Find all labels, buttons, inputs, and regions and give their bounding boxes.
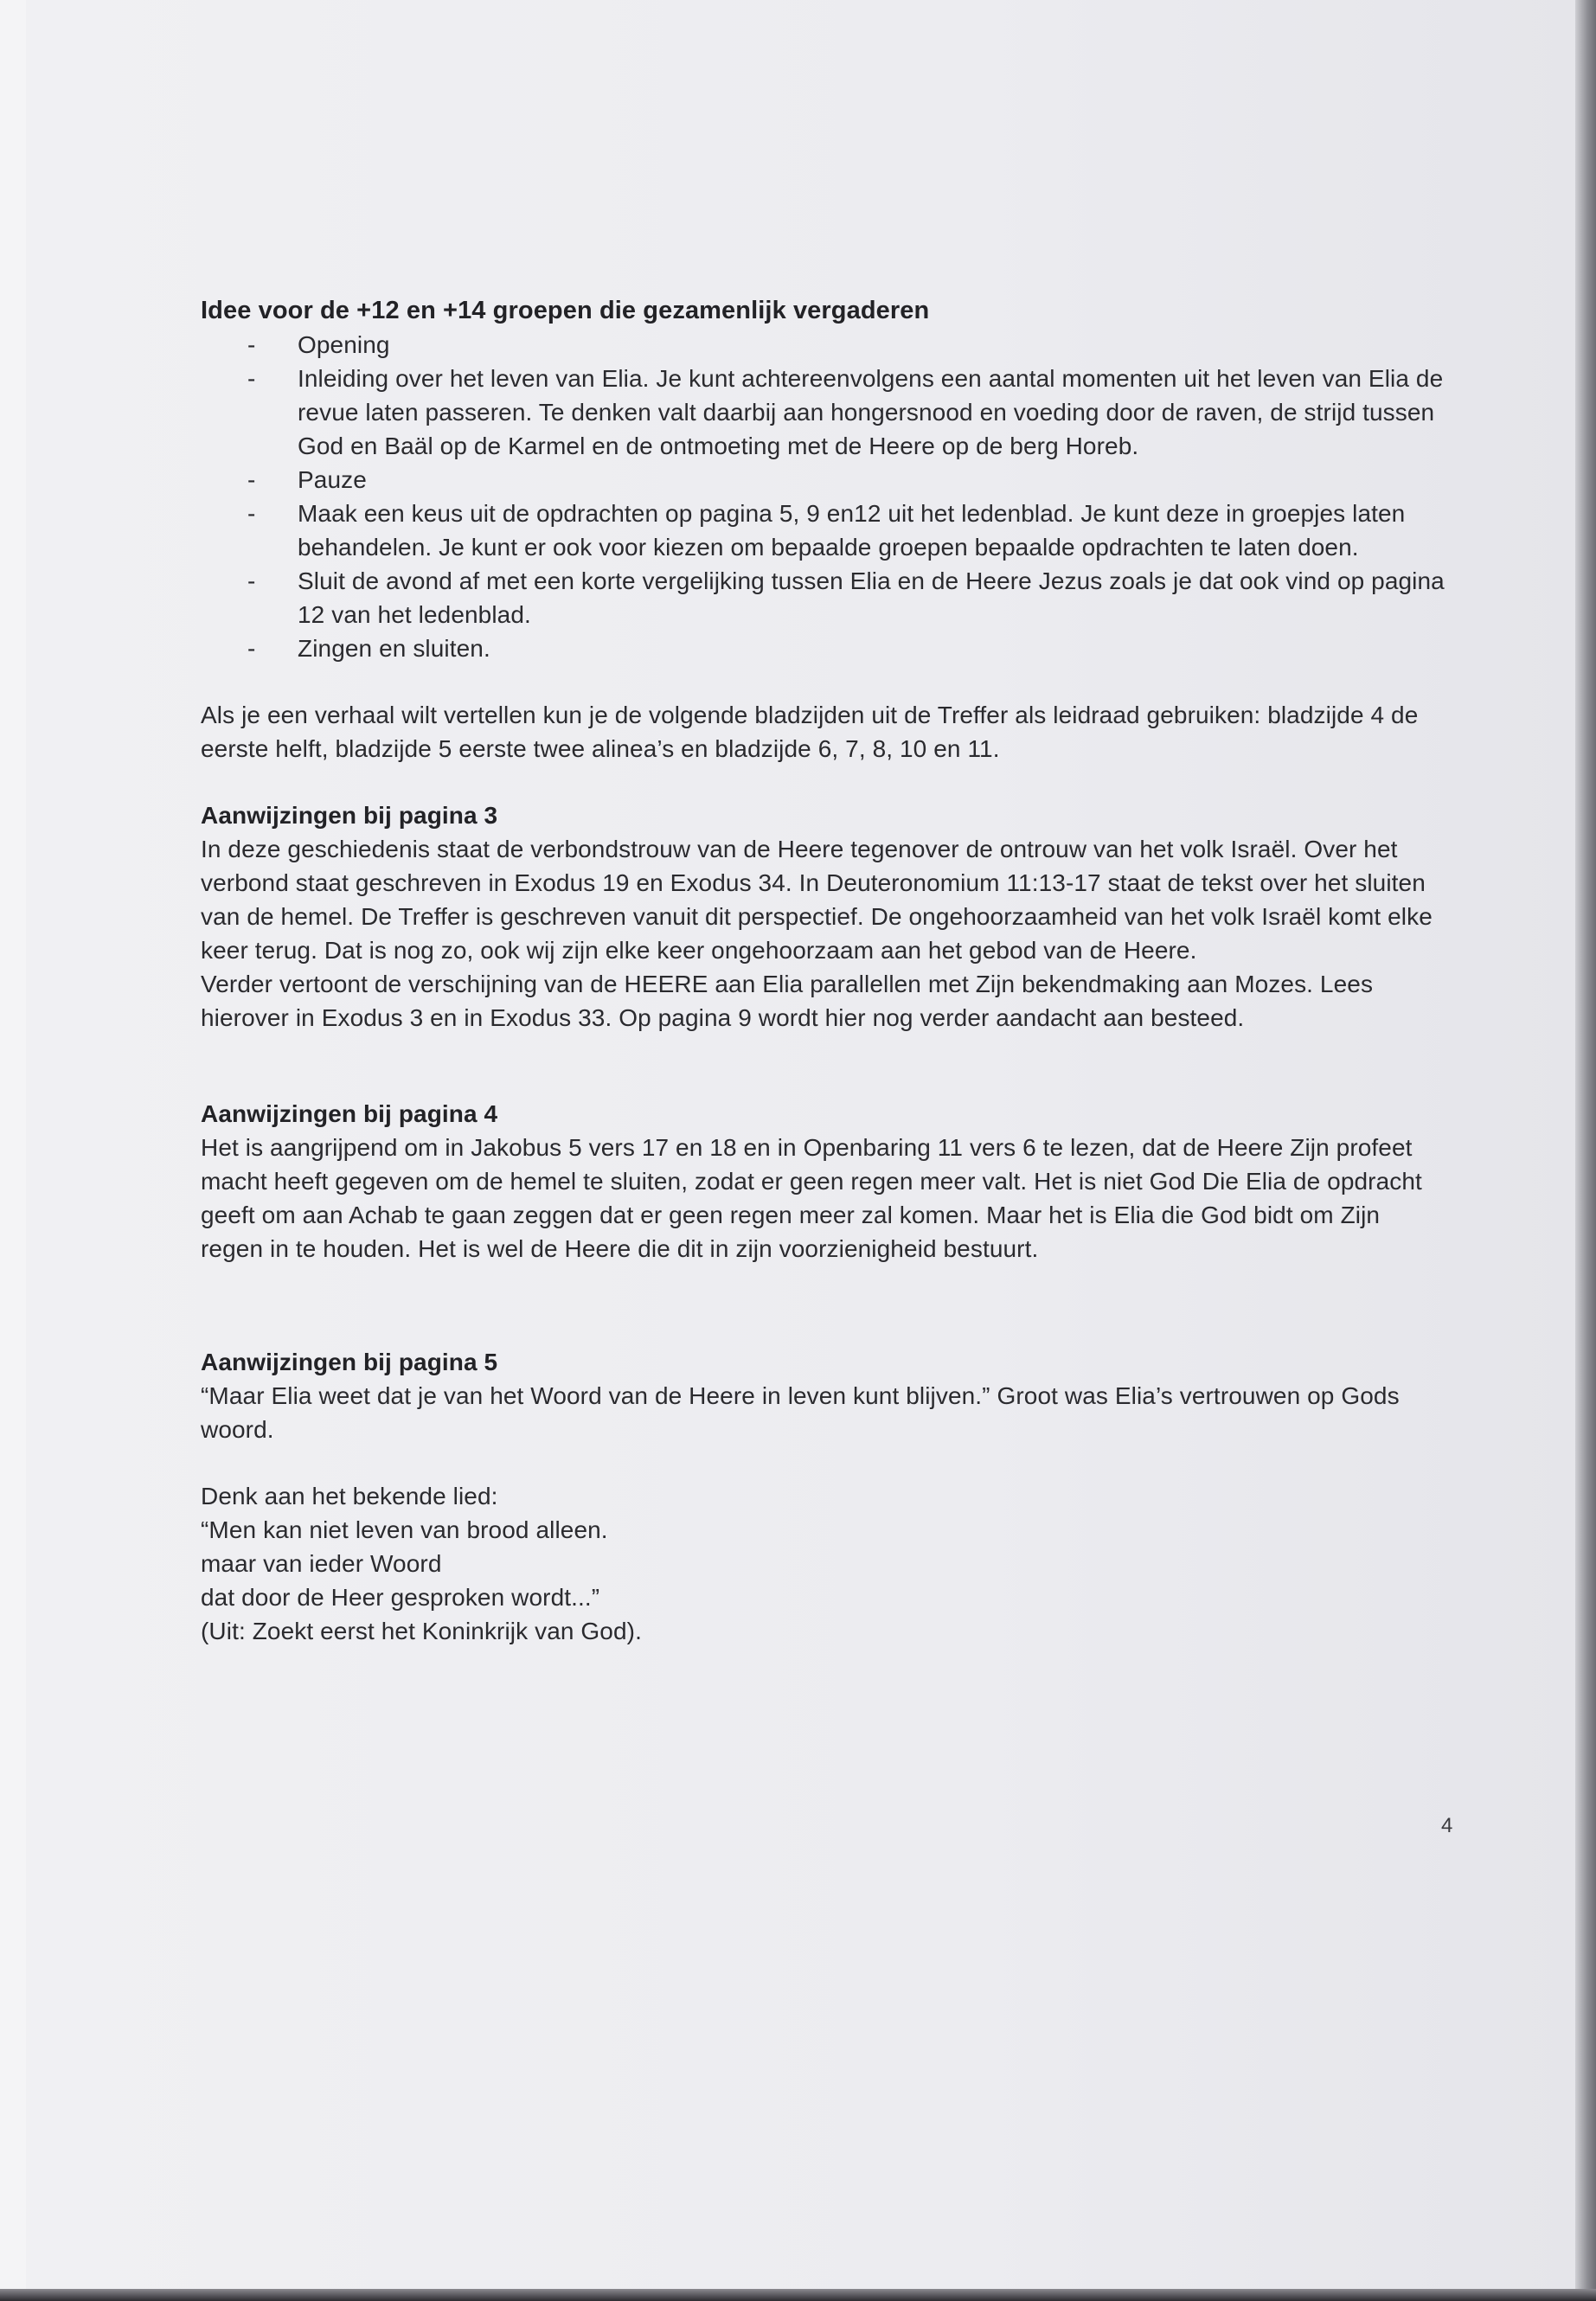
- pagina-5-paragraph: “Maar Elia weet dat je van het Woord van de Heere in leven kunt blijven.” Groot was Elia’s vertrouwen op Gods woord.: [201, 1382, 1400, 1443]
- dash-bullet: -: [247, 466, 256, 493]
- dash-bullet: -: [247, 331, 256, 358]
- list-item: - Pauze: [201, 463, 1446, 497]
- pagina-4-paragraph: Het is aangrijpend om in Jakobus 5 vers 17 en 18 en in Openbaring 11 vers 6 te lezen, dat de Heere Zijn profeet macht heeft gegeven om de hemel te sluiten, zodat er geen regen meer valt. Het is niet God Die Elia de opdracht geeft om aan Achab te gaan zeggen dat er geen regen meer zal komen. Maar het is Elia die God bidt om Zijn regen in te houden. Het is wel de Heere die dit in zijn voorzienigheid bestuurt.: [201, 1134, 1422, 1262]
- page-content: [201, 294, 1446, 1648]
- list-item: - Opening: [201, 328, 1446, 362]
- song-line: maar van ieder Woord: [201, 1550, 442, 1577]
- song-line: “Men kan niet leven van brood alleen.: [201, 1516, 608, 1543]
- dash-bullet: -: [247, 635, 256, 662]
- pagina-3-paragraph-1: In deze geschiedenis staat de verbondstrouw van de Heere tegenover de ontrouw van het volk Israël. Over het verbond staat geschreven in Exodus 19 en Exodus 34. In Deuteronomium 11:13-17 staat de tekst over het sluiten van de hemel. De Treffer is geschreven vanuit dit perspectief. De ongehoorzaamheid van het volk Israël komt elke keer terug. Dat is nog zo, ook wij zijn elke keer ongehoorzaam aan het gebod van de Heere.: [201, 836, 1433, 964]
- dash-bullet: -: [247, 567, 256, 594]
- section-heading-pagina-5: Aanwijzingen bij pagina 5: [201, 1349, 498, 1375]
- document-page: [26, 0, 1575, 2289]
- scan-right-edge: [1575, 0, 1596, 2301]
- section-heading-pagina-3: Aanwijzingen bij pagina 3: [201, 802, 498, 829]
- agenda-list: [201, 328, 1446, 665]
- scan-left-edge: [0, 0, 26, 2301]
- song-intro: Denk aan het bekende lied:: [201, 1483, 498, 1509]
- list-item: - Maak een keus uit de opdrachten op pagina 5, 9 en12 uit het ledenblad. Je kunt deze in groepjes laten behandelen. Je kunt er ook voor kiezen om bepaalde groepen bepaalde opdrachten te laten doen.: [201, 497, 1446, 564]
- list-item: - Inleiding over het leven van Elia. Je kunt achtereenvolgens een aantal momenten uit het leven van Elia de revue laten passeren. Te denken valt daarbij aan hongersnood en voeding door de raven, de strijd tussen God en Baäl op de Karmel en de ontmoeting met de Heere op de berg Horeb.: [201, 362, 1446, 463]
- dash-bullet: -: [247, 365, 256, 392]
- song-line: dat door de Heer gesproken wordt...”: [201, 1584, 600, 1611]
- section-heading-pagina-4: Aanwijzingen bij pagina 4: [201, 1100, 498, 1127]
- pagina-3-paragraph-2: Verder vertoont de verschijning van de HEERE aan Elia parallellen met Zijn bekendmaking aan Mozes. Lees hierover in Exodus 3 en in Exodus 33. Op pagina 9 wordt hier nog verder aandacht aan besteed.: [201, 971, 1374, 1031]
- dash-bullet: -: [247, 500, 256, 527]
- section-heading-idee: Idee voor de +12 en +14 groepen die gezamenlijk vergaderen: [201, 297, 930, 324]
- treffer-paragraph: Als je een verhaal wilt vertellen kun je de volgende bladzijden uit de Treffer als leidraad gebruiken: bladzijde 4 de eerste helft, bladzijde 5 eerste twee alinea’s en bladzijde 6, 7, 8, 10 en 11.: [201, 702, 1419, 762]
- list-item: - Zingen en sluiten.: [201, 631, 1446, 665]
- list-item: - Sluit de avond af met een korte vergelijking tussen Elia en de Heere Jezus zoals je dat ook vind op pagina 12 van het ledenblad.: [201, 564, 1446, 631]
- scan-bottom-edge: [0, 2289, 1596, 2301]
- page-number: 4: [1441, 1814, 1453, 1837]
- song-line: (Uit: Zoekt eerst het Koninkrijk van God).: [201, 1618, 642, 1644]
